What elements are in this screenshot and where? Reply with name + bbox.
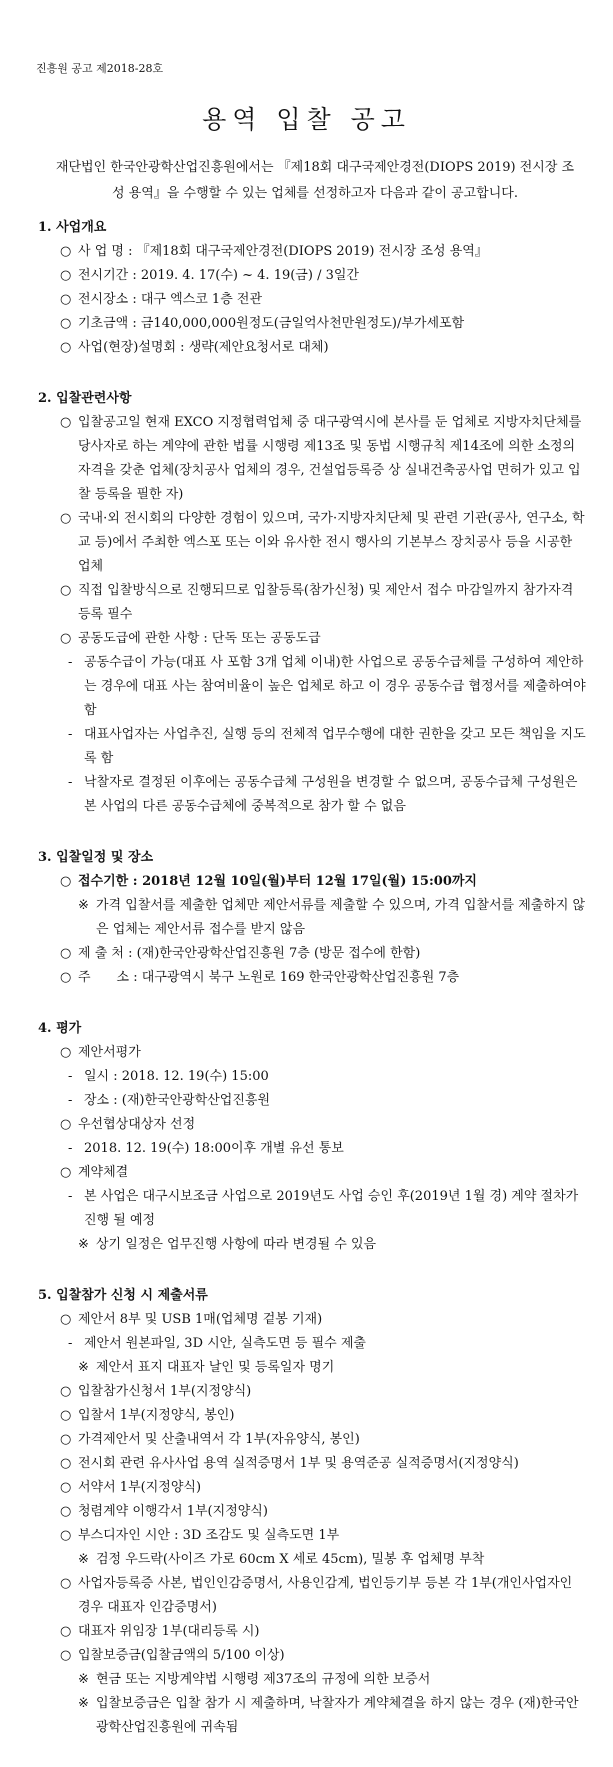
notice-number: 진흥원 공고 제2018-28호 xyxy=(36,62,164,75)
section xyxy=(38,387,586,819)
bullet-marker: ○ xyxy=(60,292,72,307)
item-text: 장소 : (재)한국안광학산업진흥원 xyxy=(84,1093,271,1108)
list-item xyxy=(38,1524,586,1548)
item-text: 가격 입찰서를 제출한 업체만 제안서류를 제출할 수 있으며, 가격 입찰서를 제출하지 않은 업체는 제안서류 접수를 받지 않음 xyxy=(96,898,586,937)
item-text: 사업(현장)설명회 : 생략(제안요청서로 대체) xyxy=(78,340,329,355)
item-text: 사업자등록증 사본, 법인인감증명서, 사용인감계, 법인등기부 등본 각 1부(개인사업자인 경우 대표자 인감증명서) xyxy=(78,1576,573,1615)
list-item xyxy=(38,1041,586,1065)
bullet-marker: ○ xyxy=(60,1648,72,1663)
item-text: 공동도급에 관한 사항 : 단독 또는 공동도급 xyxy=(78,631,321,646)
item-text: 제안서 표지 대표자 날인 및 등록일자 명기 xyxy=(96,1360,335,1375)
list-item xyxy=(38,1332,586,1356)
list-item xyxy=(38,1185,586,1233)
list-item xyxy=(38,1161,586,1185)
item-text: 상기 일정은 업무진행 사항에 따라 변경될 수 있음 xyxy=(96,1237,377,1252)
item-text: 국내·외 전시회의 다양한 경험이 있으며, 국가·지방자치단체 및 관련 기관(공사, 연구소, 학교 등)에서 주최한 엑스포 또는 이와 유사한 전시 행사의 기본부스 장치공사 등을 시공한 업체 xyxy=(78,511,585,574)
bullet-marker: ※ xyxy=(78,898,89,913)
list-item xyxy=(38,771,586,819)
item-text: 서약서 1부(지정양식) xyxy=(78,1480,202,1495)
list-item xyxy=(38,1572,586,1620)
bullet-marker: ○ xyxy=(60,244,72,259)
item-text: 제안서평가 xyxy=(78,1045,141,1060)
bullet-marker: ※ xyxy=(78,1696,89,1711)
section-heading: 2. 입찰관련사항 xyxy=(38,391,132,406)
item-text: 본 사업은 대구시보조금 사업으로 2019년도 사업 승인 후(2019년 1월 경) 계약 절차가 진행 될 예정 xyxy=(84,1189,579,1228)
list-item xyxy=(38,1137,586,1161)
item-text: 현금 또는 지방계약법 시행령 제37조의 규정에 의한 보증서 xyxy=(96,1672,431,1687)
item-text: 제안서 원본파일, 3D 시안, 실측도면 등 필수 제출 xyxy=(84,1336,366,1351)
intro-paragraph: 재단법인 한국안광학산업진흥원에서는 『제18회 대구국제안경전(DIOPS 2019) 전시장 조성 용역』을 수행할 수 있는 업체를 선정하고자 다음과 같이 공고합니다. xyxy=(55,160,575,201)
item-text: 입찰보증금(입찰금액의 5/100 이상) xyxy=(78,1648,285,1663)
bullet-marker: ○ xyxy=(60,1480,72,1495)
list-item xyxy=(38,240,586,264)
list-item xyxy=(38,1620,586,1644)
list-item xyxy=(38,312,586,336)
list-item xyxy=(38,579,586,627)
item-text: 검정 우드락(사이즈 가로 60cm X 세로 45cm), 밀봉 후 업체명 부착 xyxy=(96,1552,485,1567)
section xyxy=(38,216,586,360)
bullet-marker: ○ xyxy=(60,268,72,283)
list-item xyxy=(38,411,586,507)
item-text: 직접 입찰방식으로 진행되므로 입찰등록(참가신청) 및 제안서 접수 마감일까지 참가자격 등록 필수 xyxy=(78,583,574,622)
list-item xyxy=(38,507,586,579)
bullet-marker: - xyxy=(68,1336,73,1351)
bullet-marker: - xyxy=(68,655,73,670)
bullet-marker: - xyxy=(68,727,73,742)
item-text: 공동수급이 가능(대표 사 포함 3개 업체 이내)한 사업으로 공동수급체를 구성하여 제안하는 경우에 대표 사는 참여비율이 높은 업체로 하고 이 경우 공동수급 협정서를 제출하여야 함 xyxy=(84,655,586,718)
item-text: 기초금액 : 금140,000,000원정도(금일억사천만원정도)/부가세포함 xyxy=(78,316,465,331)
list-item xyxy=(38,264,586,288)
bullet-marker: ○ xyxy=(60,1432,72,1447)
bullet-marker: ○ xyxy=(60,1456,72,1471)
list-item xyxy=(38,1692,586,1740)
item-text: 입찰공고일 현재 EXCO 지정협력업체 중 대구광역시에 본사를 둔 업체로 지방자치단체를 당사자로 하는 계약에 관한 법률 시행령 제13조 및 동법 시행규칙 제14조에 의한 소정의 자격을 갖춘 업체(장치공사 업체의 경우, 건설업등록증 상 실내건축공사업 면허가 있고 입찰 등록을 필한 자) xyxy=(78,415,582,502)
item-text: 우선협상대상자 선정 xyxy=(78,1117,196,1132)
bullet-marker: ○ xyxy=(60,1576,72,1591)
item-text: 전시장소 : 대구 엑스코 1층 전관 xyxy=(78,292,263,307)
bullet-marker: ○ xyxy=(60,1117,72,1132)
item-text: 입찰참가신청서 1부(지정양식) xyxy=(78,1384,252,1399)
bullet-marker: - xyxy=(68,1093,73,1108)
item-text: 제 출 처 : (재)한국안광학산업진흥원 7층 (방문 접수에 한함) xyxy=(78,946,421,961)
bullet-marker: ○ xyxy=(60,583,72,598)
bullet-marker: - xyxy=(68,1189,73,1204)
bullet-marker: ○ xyxy=(60,340,72,355)
list-item xyxy=(38,627,586,651)
bullet-marker: ○ xyxy=(60,1045,72,1060)
bullet-marker: ○ xyxy=(60,316,72,331)
list-item xyxy=(38,942,586,966)
page-title: 용역 입찰 공고 xyxy=(202,105,411,134)
section-heading: 3. 입찰일정 및 장소 xyxy=(38,850,154,865)
bullet-marker: ○ xyxy=(60,1165,72,1180)
notice-body xyxy=(38,216,586,1767)
list-item xyxy=(38,1308,586,1332)
list-item xyxy=(38,1452,586,1476)
list-item xyxy=(38,1668,586,1692)
list-item xyxy=(38,1428,586,1452)
list-item xyxy=(38,1356,586,1380)
bullet-marker: ○ xyxy=(60,1528,72,1543)
item-text: 대표사업자는 사업추진, 실행 등의 전체적 업무수행에 대한 권한을 갖고 모든 책임을 지도록 함 xyxy=(84,727,586,766)
item-text: 부스디자인 시안 : 3D 조감도 및 실측도면 1부 xyxy=(78,1528,340,1543)
list-item xyxy=(38,1380,586,1404)
item-text: 입찰서 1부(지정양식, 봉인) xyxy=(78,1408,235,1423)
bullet-marker: ○ xyxy=(60,1504,72,1519)
bullet-marker: ○ xyxy=(60,511,72,526)
item-text: 낙찰자로 결정된 이후에는 공동수급체 구성원을 변경할 수 없으며, 공동수급체 구성원은 본 사업의 다른 공동수급체에 중복적으로 참가 할 수 없음 xyxy=(84,775,578,814)
item-text: 일시 : 2018. 12. 19(수) 15:00 xyxy=(84,1069,269,1084)
list-item xyxy=(38,966,586,990)
item-text: 가격제안서 및 산출내역서 각 1부(자유양식, 봉인) xyxy=(78,1432,360,1447)
list-item xyxy=(38,1065,586,1089)
bullet-marker: ※ xyxy=(78,1672,89,1687)
bullet-marker: - xyxy=(68,1069,73,1084)
bullet-marker: ○ xyxy=(60,970,72,985)
item-text: 2018. 12. 19(수) 18:00이후 개별 유선 통보 xyxy=(84,1141,344,1156)
item-text: 접수기한 : 2018년 12월 10일(월)부터 12월 17일(월) 15:00까지 xyxy=(78,874,477,889)
list-item xyxy=(38,651,586,723)
bullet-marker: ○ xyxy=(60,1312,72,1327)
bullet-marker: - xyxy=(68,775,73,790)
bullet-marker: ※ xyxy=(78,1237,89,1252)
list-item xyxy=(38,870,586,894)
section xyxy=(38,846,586,990)
section-heading: 5. 입찰참가 신청 시 제출서류 xyxy=(38,1288,208,1303)
bullet-marker: - xyxy=(68,1141,73,1156)
item-text: 입찰보증금은 입찰 참가 시 제출하며, 낙찰자가 계약체결을 하지 않는 경우 (재)한국안광학산업진흥원에 귀속됨 xyxy=(96,1696,579,1735)
bullet-marker: ○ xyxy=(60,631,72,646)
bullet-marker: ○ xyxy=(60,946,72,961)
list-item xyxy=(38,1548,586,1572)
list-item xyxy=(38,1089,586,1113)
bullet-marker: ○ xyxy=(60,1624,72,1639)
bullet-marker: ○ xyxy=(60,1384,72,1399)
section-heading: 4. 평가 xyxy=(38,1021,82,1036)
bullet-marker: ○ xyxy=(60,1408,72,1423)
section xyxy=(38,1017,586,1257)
bullet-marker: ※ xyxy=(78,1552,89,1567)
bullet-marker: ※ xyxy=(78,1360,89,1375)
item-text: 전시회 관련 유사사업 용역 실적증명서 1부 및 용역준공 실적증명서(지정양식) xyxy=(78,1456,519,1471)
item-text: 제안서 8부 및 USB 1매(업체명 겉봉 기재) xyxy=(78,1312,323,1327)
item-text: 청렴계약 이행각서 1부(지정양식) xyxy=(78,1504,268,1519)
list-item xyxy=(38,894,586,942)
list-item xyxy=(38,1476,586,1500)
list-item xyxy=(38,1644,586,1668)
section-heading: 1. 사업개요 xyxy=(38,220,107,235)
item-text: 전시기간 : 2019. 4. 17(수) ~ 4. 19(금) / 3일간 xyxy=(78,268,359,283)
section xyxy=(38,1284,586,1740)
list-item xyxy=(38,1500,586,1524)
list-item xyxy=(38,288,586,312)
list-item xyxy=(38,1113,586,1137)
list-item xyxy=(38,723,586,771)
list-item xyxy=(38,1404,586,1428)
item-text: 사 업 명 : 『제18회 대구국제안경전(DIOPS 2019) 전시장 조성 용역』 xyxy=(78,244,488,259)
item-text: 주 소 : 대구광역시 북구 노원로 169 한국안광학산업진흥원 7층 xyxy=(78,970,460,985)
item-text: 대표자 위임장 1부(대리등록 시) xyxy=(78,1624,260,1639)
list-item xyxy=(38,336,586,360)
item-text: 계약체결 xyxy=(78,1165,129,1180)
list-item xyxy=(38,1233,586,1257)
bullet-marker: ○ xyxy=(60,874,72,889)
bullet-marker: ○ xyxy=(60,415,72,430)
